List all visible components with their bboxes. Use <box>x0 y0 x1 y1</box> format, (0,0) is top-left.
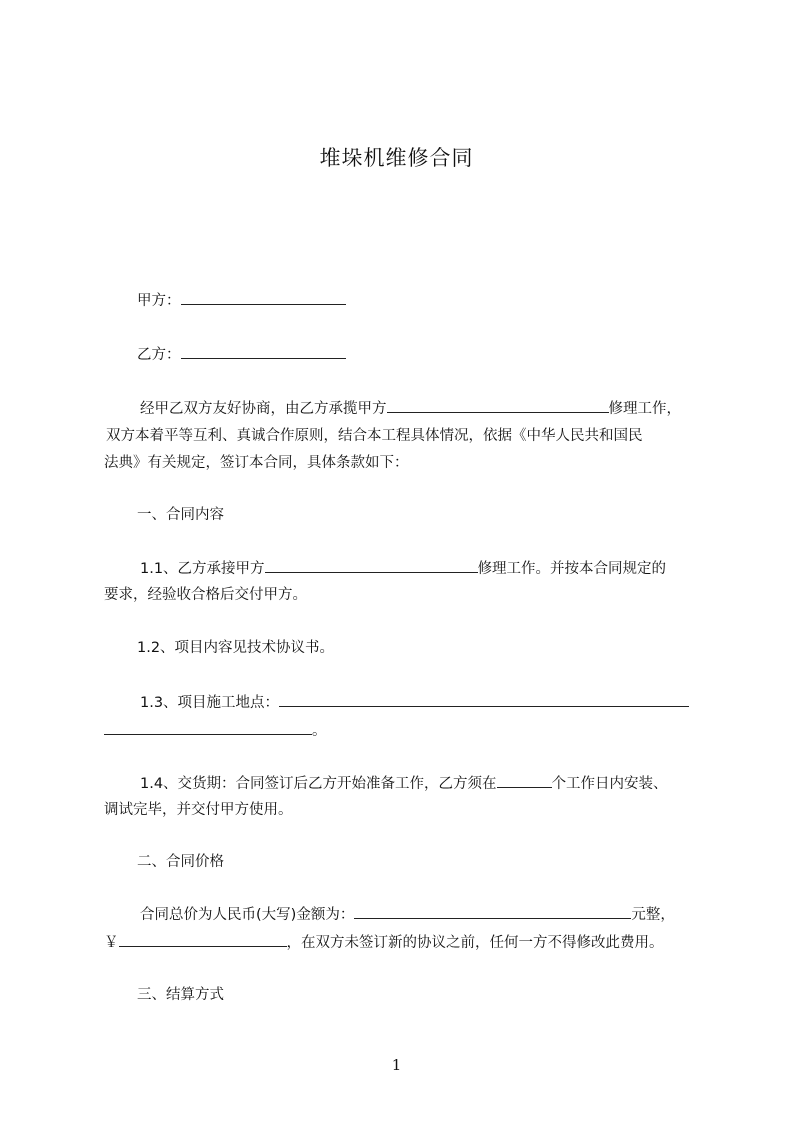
intro-line-1 <box>140 398 681 419</box>
party-b-line <box>137 344 346 365</box>
clause-1-3-location-blank-cont[interactable] <box>104 720 312 735</box>
intro-text-a: 经甲乙双方友好协商，由乙方承揽甲方 <box>140 401 387 417</box>
clause-1-4-text-b: 个工作日内安装、 <box>551 776 668 792</box>
price-line-2 <box>104 932 664 953</box>
party-a-line <box>137 290 346 311</box>
clause-1-4-line-1 <box>140 773 668 794</box>
clause-1-1-text-b: 修理工作。并按本合同规定的 <box>477 561 667 577</box>
section-1-heading: 一、合同内容 <box>137 507 224 523</box>
clause-1-3-end: 。 <box>312 723 327 739</box>
party-b-blank[interactable] <box>181 344 346 359</box>
clause-1-1-line-1 <box>140 558 666 579</box>
section-3-heading: 三、结算方式 <box>137 987 224 1003</box>
party-b-label: 乙方： <box>137 347 181 363</box>
clause-1-1-blank[interactable] <box>265 558 478 573</box>
section-2-heading: 二、合同价格 <box>137 854 224 870</box>
party-a-label: 甲方： <box>137 293 181 309</box>
page-number: 1 <box>391 1056 402 1074</box>
price-text-b: 元整， <box>631 907 675 923</box>
clause-1-3-line-1 <box>140 692 689 713</box>
price-line-1 <box>140 904 675 925</box>
yuan-sign: ￥ <box>104 935 119 951</box>
intro-text-b: 修理工作， <box>608 401 681 417</box>
intro-line-2: 双方本着平等互利、真诚合作原则，结合本工程具体情况，依据《中华人民共和国民 <box>106 428 643 444</box>
clause-1-1-line-2: 要求，经验收合格后交付甲方。 <box>104 587 307 603</box>
clause-1-3-location-blank[interactable] <box>279 692 689 707</box>
clause-1-1-text-a: 1.1、乙方承接甲方 <box>140 561 265 577</box>
clause-1-2: 1.2、项目内容见技术协议书。 <box>137 640 335 656</box>
intro-project-blank[interactable] <box>387 398 609 413</box>
party-a-blank[interactable] <box>181 290 346 305</box>
clause-1-3-line-2 <box>104 720 327 741</box>
price-text-c: ，在双方未签订新的协议之前，任何一方不得修改此费用。 <box>286 935 664 951</box>
clause-1-4-line-2: 调试完毕，并交付甲方使用。 <box>104 802 293 818</box>
clause-1-4-text-a: 1.4、交货期：合同签订后乙方开始准备工作，乙方须在 <box>140 776 497 792</box>
clause-1-4-days-blank[interactable] <box>497 773 552 788</box>
clause-1-3-text: 1.3、项目施工地点： <box>140 695 280 711</box>
price-text-a: 合同总价为人民币(大写)金额为： <box>140 907 355 923</box>
document-title: 堆垛机维修合同 <box>319 146 474 170</box>
price-amount-words-blank[interactable] <box>354 904 631 919</box>
intro-line-3: 法典》有关规定，签订本合同，具体条款如下： <box>104 455 409 471</box>
price-amount-figures-blank[interactable] <box>119 932 287 947</box>
